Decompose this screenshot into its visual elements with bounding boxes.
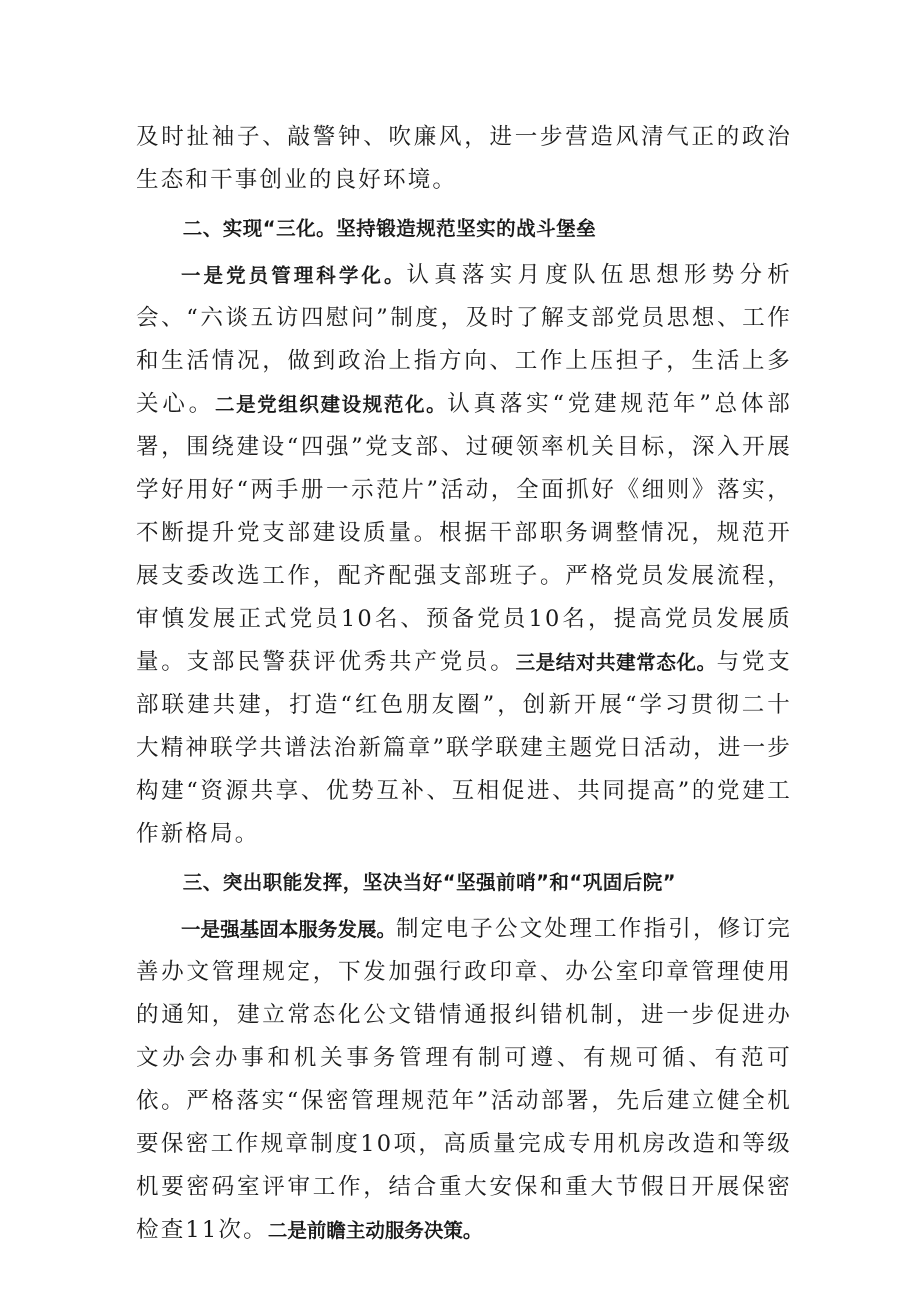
section-3-lead-2: 二是前瞻主动服务决策。 <box>267 1219 483 1242</box>
section-2-lead-2: 二是党组织建设规范化。 <box>214 393 448 416</box>
section-2-heading: 二、实现“三化。坚持锻造规范坚实的战斗堡垒 <box>182 217 597 240</box>
document-page <box>136 116 792 1252</box>
section-2-paragraph <box>136 254 792 856</box>
section-3-heading: 三、突出职能发挥，坚决当好“坚强前哨”和“巩固后院” <box>182 871 677 894</box>
intro-paragraph: 及时扯袖子、敲警钟、吹廉风，进一步营造风清气正的政治生态和干事创业的良好环境。 <box>136 124 792 193</box>
section-2-lead-1: 一是党员管理科学化。 <box>181 264 407 287</box>
section-3-lead-1: 一是强基固本服务发展。 <box>181 918 397 941</box>
section-2-text-2: 认真落实“党建规范年”总体部署，围绕建设“四强”党支部、过硬领率机关目标，深入开展学好用好“两手册一示范片”活动，全面抓好《细则》落实，不断提升党支部建设质量。根据干部职务调整情况，规范开展支委改选工作，配齐配强支部班子。严格党员发展流程，审慎发展正式党员10名、预备党员10名，提高党员发展质量。支部民警获评优秀共产党员。 <box>136 391 792 675</box>
section-2-text-1: 认真落实月度队伍思想形势分析会、“六谈五访四慰问”制度，及时了解支部党员思想、工作和生活情况，做到政治上指方向、工作上压担子，生活上多关心。 <box>136 262 792 417</box>
section-2-text-3: 与党支部联建共建，打造“红色朋友圈”，创新开展“学习贯彻二十大精神联学共谱法治新篇章”联学联建主题党日活动，进一步构建“资源共享、优势互补、互相促进、共同提高”的党建工作新格局。 <box>136 649 792 847</box>
section-3-paragraph <box>136 908 792 1252</box>
section-3-text-1: 制定电子公文处理工作指引，修订完善办文管理规定，下发加强行政印章、办公室印章管理使用的通知，建立常态化公文错情通报纠错机制，进一步促进办文办会办事和机关事务管理有制可遵、有规可循、有范可依。严格落实“保密管理规范年”活动部署，先后建立健全机要保密工作规章制度10项，高质量完成专用机房改造和等级机要密码室评审工作，结合重大安保和重大节假日开展保密检查11次。 <box>136 916 792 1243</box>
section-2-lead-3: 三是结对共建常态化。 <box>515 651 717 674</box>
